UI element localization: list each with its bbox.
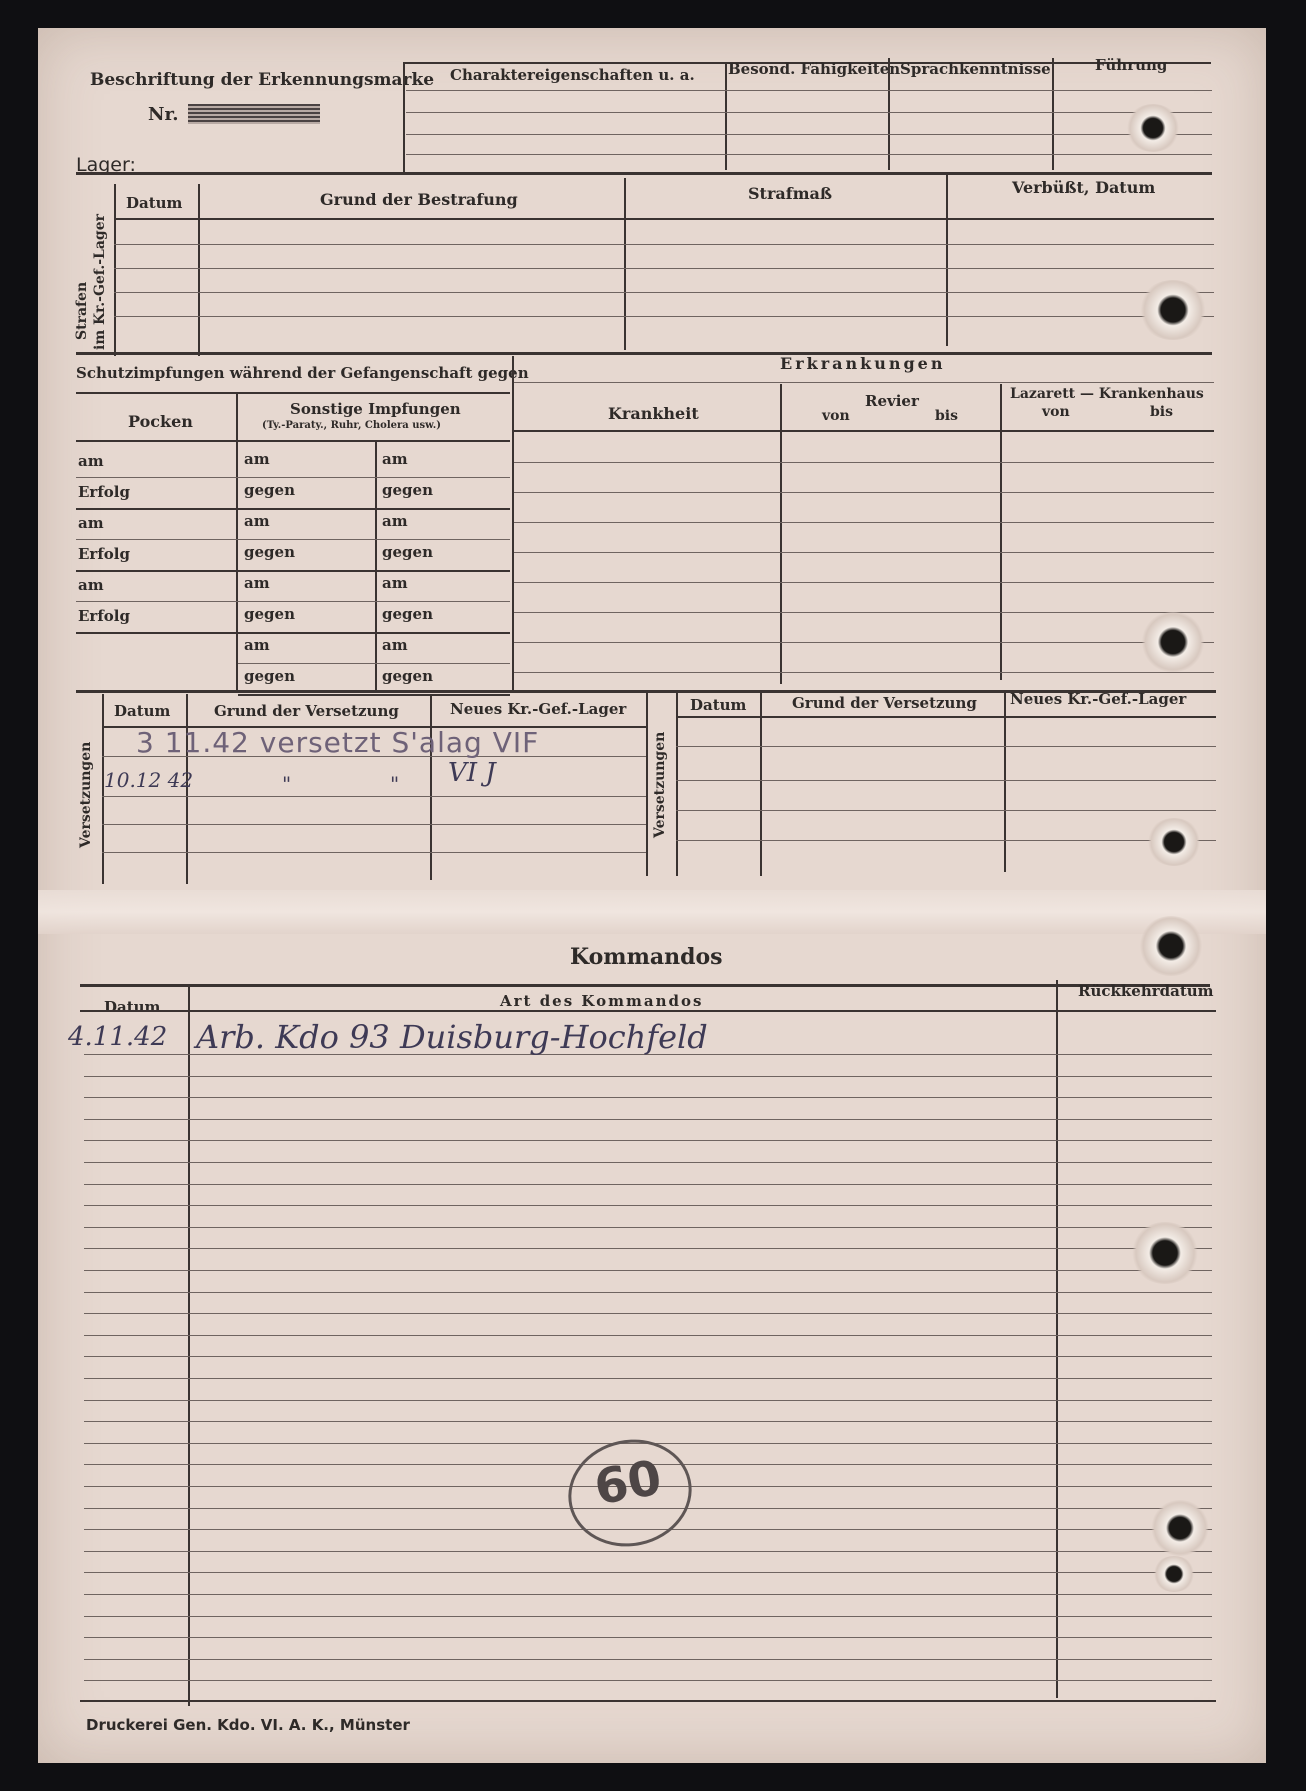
punch-hole [1152, 1556, 1196, 1592]
nr-label: Nr. [148, 104, 179, 125]
sprachkenntnisse-header: Sprachkenntnisse [900, 60, 1051, 78]
faehigkeiten-header: Besond. Fähigkeiten [728, 60, 901, 78]
kommandos-row-line [84, 1356, 1212, 1357]
erkrankungen-header-rule [514, 430, 1214, 432]
punch-hole [1140, 612, 1206, 672]
strafen-line [624, 178, 626, 350]
header-row-line [406, 112, 1212, 113]
pocken-row-label: Erfolg [78, 607, 130, 625]
impfungen-row-line [76, 632, 510, 634]
pocken-row-label: Erfolg [78, 545, 130, 563]
erkrankungen-line [1000, 384, 1002, 680]
kommandos-row-line [84, 1248, 1212, 1249]
nr-redaction [188, 104, 320, 124]
kommandos-row-line [84, 1659, 1212, 1660]
kommandos-row-line [84, 1184, 1212, 1185]
kommandos-row-line [84, 1076, 1212, 1077]
erkrankungen-row-line [514, 642, 1214, 643]
kommandos-title: Kommandos [570, 944, 723, 970]
kommandos-row-line [84, 1227, 1212, 1228]
erkrankungen-title-rule [514, 382, 1214, 383]
krankheit-header: Krankheit [608, 404, 699, 423]
section-rule [76, 172, 1212, 175]
versetzungen-datum-header-right: Datum [690, 696, 747, 714]
header-divider [403, 62, 405, 174]
punch-hole [1138, 280, 1208, 340]
impfungen-row-line [238, 663, 510, 664]
impfungen-title: Schutzimpfungen während der Gefangenschaft gegen [76, 364, 529, 382]
kommandos-row-line [84, 1292, 1212, 1293]
kommandos-row-line [84, 1335, 1212, 1336]
sonstige-row-label: gegen [244, 605, 295, 623]
strafen-line [946, 174, 948, 346]
erkrankungen-title: Erkrankungen [780, 354, 946, 373]
sonstige-row-label: gegen [382, 605, 433, 623]
kommandos-row-line [84, 1572, 1212, 1573]
strafen-side-label-2: im Kr.-Gef.-Lager [92, 213, 108, 350]
kommandos-row-line [84, 1162, 1212, 1163]
revier-bis: bis [935, 408, 958, 424]
beschriftung-label: Beschriftung der Erkennungsmarke [90, 70, 435, 90]
header-row-line [406, 90, 1212, 91]
erkrankungen-row-line [514, 522, 1214, 523]
versetzungen-divider [646, 690, 648, 876]
strafen-row-line [114, 316, 1214, 317]
versetzung-entry-date: 10.12 42 [104, 768, 194, 792]
kommandos-row-line [84, 1421, 1212, 1422]
impfungen-line [236, 394, 238, 690]
kommando-entry-date: 4.11.42 [68, 1022, 168, 1052]
verbuesst-header: Verbüßt, Datum [1012, 178, 1156, 197]
erkrankungen-row-line [514, 462, 1214, 463]
sonstige-subheader: (Ty.-Paraty., Ruhr, Cholera usw.) [262, 420, 441, 431]
versetzung-entry-ditto-1: " [282, 772, 292, 796]
impfungen-row-line [76, 601, 510, 602]
versetzungen-row-line [102, 824, 646, 825]
strafen-grund-header: Grund der Bestrafung [320, 190, 518, 209]
impfungen-row-line [238, 694, 510, 696]
versetzungen-side-label-left: Versetzungen [78, 741, 94, 848]
kommandos-row-line [84, 1637, 1212, 1638]
sonstige-row-label: am [244, 450, 270, 468]
versetzungen-row-line [676, 840, 1216, 841]
punch-hole [1130, 1222, 1200, 1284]
versetzt-stamp: 3 11.42 versetzt S'alag VIF [136, 726, 540, 759]
sonstige-row-label: am [382, 512, 408, 530]
pocken-row-label: am [78, 452, 104, 470]
kommandos-header-rule [80, 1010, 1216, 1012]
kommandos-row-line [84, 1097, 1212, 1098]
revier-von: von [822, 408, 850, 424]
impfungen-row-line [76, 570, 510, 572]
lazarett-von: von [1042, 404, 1070, 420]
strafen-header-rule [114, 218, 1214, 220]
pocken-row-label: am [78, 514, 104, 532]
versetzungen-lager-header: Neues Kr.-Gef.-Lager [450, 700, 627, 718]
kommandos-row-line [84, 1205, 1212, 1206]
sonstige-row-label: gegen [244, 481, 295, 499]
sonstige-header: Sonstige Impfungen [290, 400, 461, 418]
impfungen-line [375, 442, 377, 690]
versetzungen-header-rule [676, 716, 1216, 718]
versetzungen-row-line [102, 796, 646, 797]
sonstige-row-label: am [244, 636, 270, 654]
sonstige-row-label: am [382, 450, 408, 468]
punch-hole [1138, 916, 1204, 976]
strafen-row-line [114, 292, 1214, 293]
versetzung-entry-lager: VI J [448, 758, 496, 788]
section-rule [76, 352, 1212, 355]
lazarett-header: Lazarett — Krankenhaus [1010, 386, 1204, 402]
charakter-header: Charaktereigenschaften u. a. [450, 66, 695, 84]
kommandos-row-line [84, 1313, 1212, 1314]
kommandos-datum-header: Datum [104, 998, 161, 1016]
strafen-row-line [114, 268, 1214, 269]
strafen-line [114, 184, 116, 356]
sonstige-row-label: gegen [382, 543, 433, 561]
punch-hole [1150, 1500, 1210, 1556]
strafen-row-line [114, 244, 1214, 245]
sonstige-row-label: am [244, 512, 270, 530]
revier-header: Revier [865, 392, 919, 410]
kommandos-art-header: Art des Kommandos [500, 992, 704, 1010]
fuehrung-header: Führung [1095, 56, 1168, 74]
kommandos-top-rule [80, 984, 1210, 987]
erkrankungen-row-line [514, 492, 1214, 493]
sonstige-row-label: gegen [382, 667, 433, 685]
kommandos-line [1056, 980, 1058, 1698]
versetzungen-side-label-right: Versetzungen [652, 731, 668, 838]
sonstige-row-label: am [244, 574, 270, 592]
strafen-datum-header: Datum [126, 194, 183, 212]
header-row-line [406, 154, 1212, 155]
versetzung-entry-ditto-2: " [390, 772, 400, 796]
kommandos-row-line [84, 1140, 1212, 1141]
pocken-row-label: Erfolg [78, 483, 130, 501]
versetzungen-grund-header-right: Grund der Versetzung [792, 694, 977, 712]
kommandos-row-line [84, 1119, 1212, 1120]
lazarett-bis: bis [1150, 404, 1173, 420]
printer-footer: Druckerei Gen. Kdo. VI. A. K., Münster [86, 1716, 410, 1734]
punch-hole [1125, 104, 1181, 152]
kommandos-line [188, 986, 190, 1706]
impfungen-row-line [76, 539, 510, 540]
lager-label: Lager: [76, 154, 136, 176]
kommandos-row-line [84, 1680, 1212, 1681]
sonstige-row-label: gegen [382, 481, 433, 499]
kommandos-bottom-rule [80, 1700, 1216, 1702]
impfungen-title-rule [76, 392, 510, 394]
impfungen-header-rule [76, 440, 510, 442]
erkrankungen-row-line [514, 672, 1214, 673]
versetzungen-row-line [676, 780, 1216, 781]
sonstige-row-label: am [382, 574, 408, 592]
erkrankungen-row-line [514, 582, 1214, 583]
punch-hole [1146, 818, 1202, 866]
round-stamp-text: 09 [589, 1446, 666, 1514]
versetzungen-row-line [102, 852, 646, 853]
erkrankungen-row-line [514, 552, 1214, 553]
kommandos-row-line [84, 1594, 1212, 1595]
versetzungen-datum-header: Datum [114, 702, 171, 720]
versetzungen-row-line [676, 810, 1216, 811]
strafmass-header: Strafmaß [748, 184, 833, 203]
strafen-line [198, 184, 200, 356]
header-row-line [406, 134, 1212, 135]
kommandos-rueckkehr-header: Rückkehrdatum [1078, 982, 1214, 1000]
impfungen-row-line [76, 508, 510, 510]
pocken-row-label: am [78, 576, 104, 594]
kommando-entry-text: Arb. Kdo 93 Duisburg-Hochfeld [196, 1018, 708, 1056]
kommandos-row-line [84, 1378, 1212, 1379]
versetzungen-lager-header-right: Neues Kr.-Gef.-Lager [1010, 690, 1187, 708]
kommandos-row-line [84, 1270, 1212, 1271]
kommandos-row-line [84, 1400, 1212, 1401]
erkrankungen-line [780, 384, 782, 684]
impfungen-divider [512, 356, 514, 690]
sonstige-row-label: gegen [244, 543, 295, 561]
pocken-header: Pocken [128, 412, 193, 431]
kommandos-row-line [84, 1551, 1212, 1552]
strafen-side-label: Strafen [74, 281, 90, 340]
erkrankungen-row-line [514, 612, 1214, 613]
impfungen-row-line [76, 477, 510, 478]
versetzungen-grund-header: Grund der Versetzung [214, 702, 399, 720]
kommandos-row-line [84, 1616, 1212, 1617]
sonstige-row-label: gegen [244, 667, 295, 685]
sonstige-row-label: am [382, 636, 408, 654]
versetzungen-row-line [676, 746, 1216, 747]
